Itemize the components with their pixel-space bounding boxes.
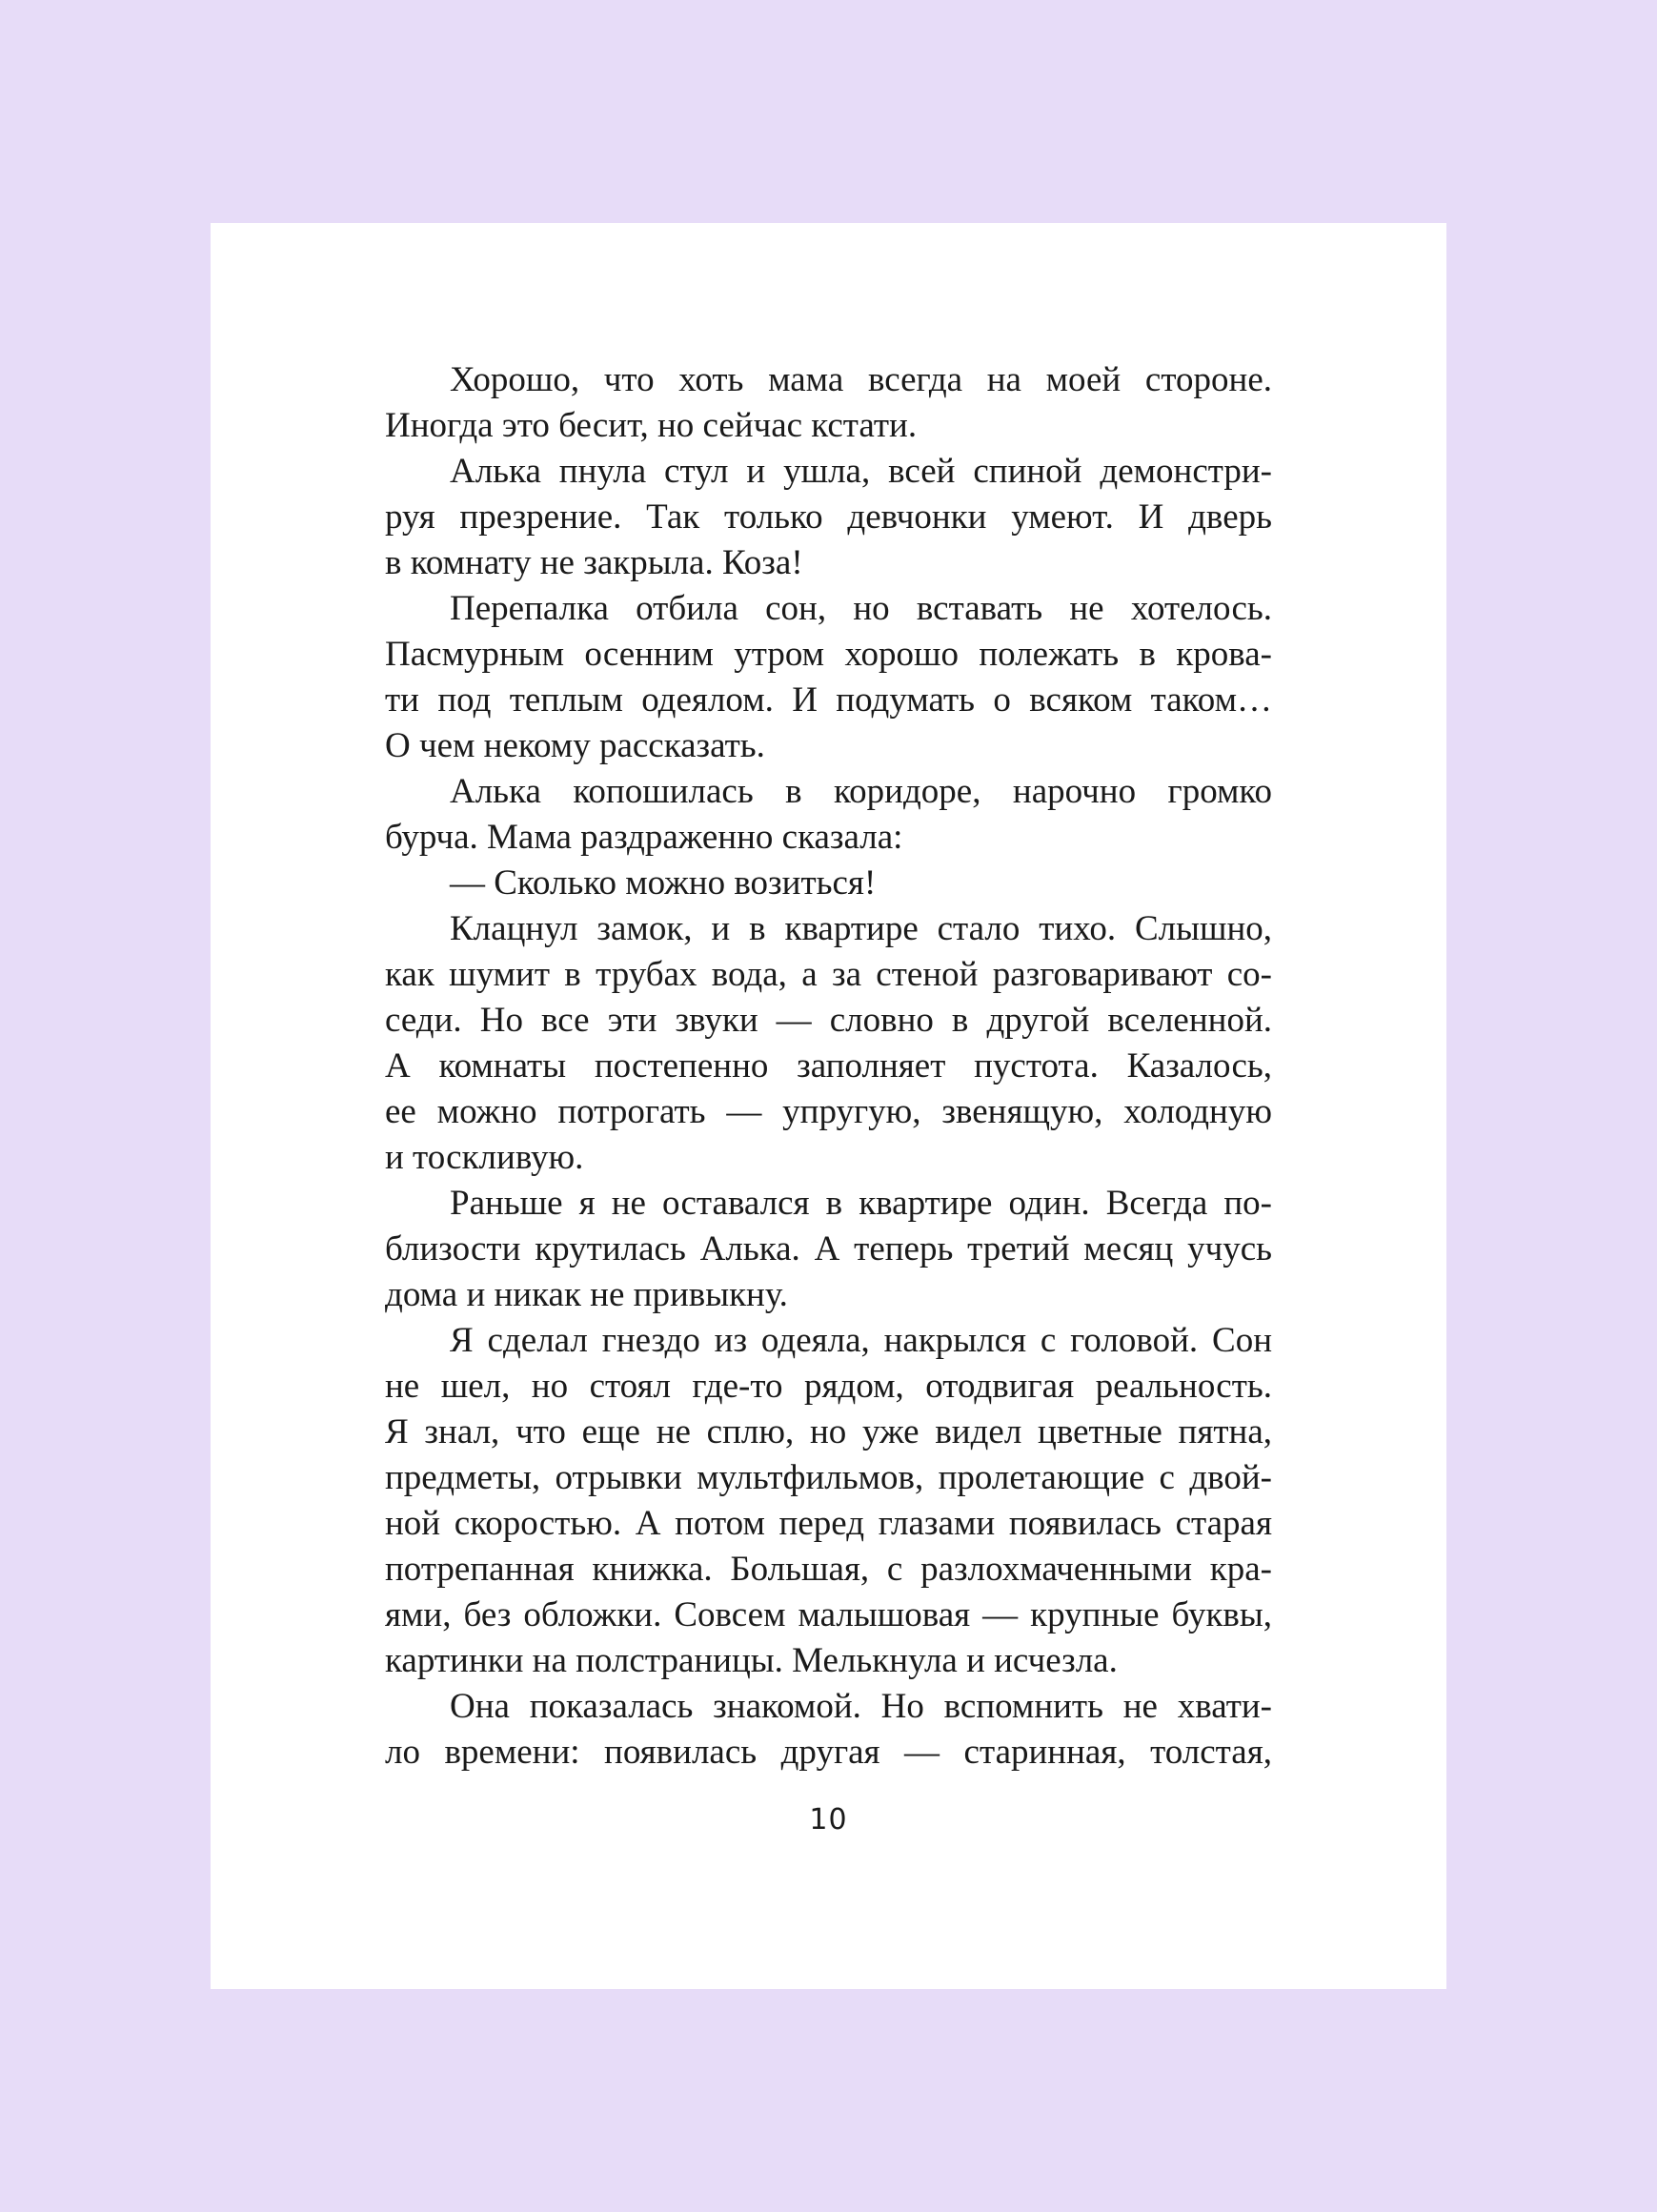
text-line: О чем некому рассказать. — [385, 726, 765, 765]
paragraph — [385, 861, 1272, 906]
paragraph — [385, 1318, 1272, 1684]
paragraph — [385, 586, 1272, 769]
text-line: потрепанная книжка. Большая, с разлохмаченными кра- — [385, 1550, 1272, 1589]
text-line: Алька пнула стул и ушла, всей спиной демонстри- — [450, 452, 1272, 491]
text-line: близости крутилась Алька. А теперь третий месяц учусь — [385, 1229, 1272, 1268]
paragraph — [385, 1181, 1272, 1318]
body-text — [385, 357, 1272, 1776]
paragraph — [385, 769, 1272, 861]
text-line: не шел, но стоял где-то рядом, отодвигая реальность. — [385, 1367, 1272, 1406]
paragraph — [385, 1684, 1272, 1776]
text-line: дома и никак не привыкну. — [385, 1275, 788, 1314]
text-line: ти под теплым одеялом. И подумать о всяком таком… — [385, 680, 1272, 720]
text-line: — Сколько можно возиться! — [450, 863, 877, 903]
text-line: как шумит в трубах вода, а за стеной разговаривают со- — [385, 955, 1272, 994]
paragraph — [385, 357, 1272, 449]
book-page — [211, 223, 1446, 1989]
text-line: бурча. Мама раздраженно сказала: — [385, 818, 903, 857]
text-line: в комнату не закрыла. Коза! — [385, 543, 803, 582]
text-line: ло времени: появилась другая — старинная, толстая, — [385, 1733, 1272, 1772]
text-line: Алька копошилась в коридоре, нарочно громко — [450, 772, 1272, 811]
text-line: Раньше я не оставался в квартире один. Всегда по- — [450, 1184, 1272, 1223]
text-line: Я сделал гнездо из одеяла, накрылся с головой. Сон — [450, 1321, 1272, 1360]
text-line: ями, без обложки. Совсем малышовая — крупные буквы, — [385, 1595, 1272, 1634]
text-line: ной скоростью. А потом перед глазами появилась старая — [385, 1504, 1272, 1543]
text-line: седи. Но все эти звуки — словно в другой вселенной. — [385, 1001, 1272, 1040]
page-number: 10 — [809, 1803, 848, 1837]
text-line: руя презрение. Так только девчонки умеют. И дверь — [385, 497, 1272, 537]
text-line: Клацнул замок, и в квартире стало тихо. Слышно, — [450, 909, 1272, 948]
text-line: Перепалка отбила сон, но вставать не хотелось. — [450, 589, 1272, 628]
text-line: Хорошо, что хоть мама всегда на моей стороне. — [450, 360, 1272, 399]
text-line: картинки на полстраницы. Мелькнула и исчезла. — [385, 1641, 1118, 1680]
paragraph — [385, 906, 1272, 1181]
text-line: Иногда это бесит, но сейчас кстати. — [385, 406, 918, 445]
text-line: Я знал, что еще не сплю, но уже видел цветные пятна, — [385, 1412, 1272, 1451]
text-line: Пасмурным осенним утром хорошо полежать в крова- — [385, 635, 1272, 674]
text-line: предметы, отрывки мультфильмов, пролетающие с двой- — [385, 1458, 1272, 1497]
text-line: и тоскливую. — [385, 1138, 584, 1177]
text-line: ее можно потрогать — упругую, звенящую, холодную — [385, 1092, 1272, 1131]
text-line: А комнаты постепенно заполняет пустота. Казалось, — [385, 1046, 1272, 1086]
paragraph — [385, 449, 1272, 586]
text-line: Она показалась знакомой. Но вспомнить не хвати- — [450, 1687, 1272, 1726]
